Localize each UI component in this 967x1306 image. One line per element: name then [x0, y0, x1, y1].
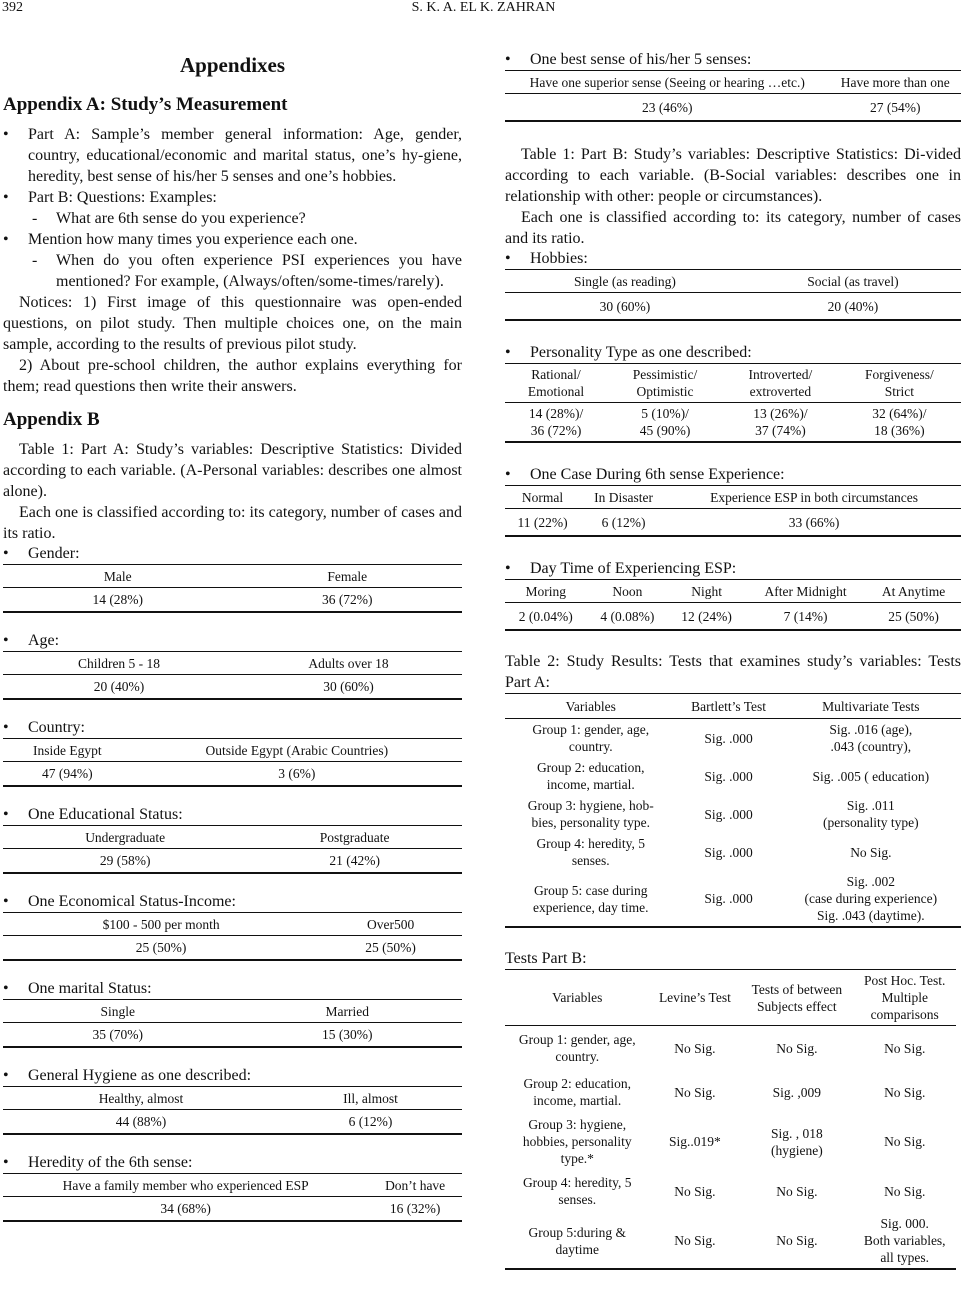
notice-paragraph: 2) About pre-school children, the author explains everything for them; read questions then write their answers. — [3, 357, 462, 395]
table-cell: Sig. ,009 — [772, 1084, 822, 1100]
table-cell: 25 (50%) — [866, 603, 961, 631]
table-cell: 3 (6%) — [132, 762, 462, 787]
variable-table — [3, 999, 462, 1048]
table-row — [505, 1169, 956, 1213]
descriptive-block — [3, 544, 462, 613]
table-header: After Midnight — [745, 580, 866, 603]
personality-label: • Personality Type as one described: — [505, 343, 961, 363]
table-header: Rational/ Emotional — [505, 364, 607, 403]
table-row — [505, 757, 961, 795]
tests-part-a-table — [505, 693, 961, 928]
table-cell: No Sig. — [776, 1040, 818, 1056]
table-cell: No Sig. — [884, 1084, 926, 1100]
table-cell: 2 (0.04%) — [505, 603, 587, 631]
descriptive-block — [3, 874, 462, 961]
table-cell: 47 (94%) — [3, 762, 132, 787]
table-row — [505, 833, 961, 871]
table-header: $100 - 500 per month — [3, 913, 319, 936]
table-cell: Group 1: gender, age, country. — [532, 722, 650, 754]
table-cell: 27 (54%) — [830, 94, 961, 122]
tests-part-b-caption: Tests Part B: — [505, 950, 587, 967]
page-number: 392 — [2, 0, 23, 15]
variable-table — [3, 738, 462, 787]
appendix-b-title: Appendix B — [3, 409, 100, 430]
table-cell: 6 (12%) — [279, 1110, 462, 1135]
table-row — [505, 1114, 956, 1169]
table-cell: No Sig. — [650, 1213, 741, 1269]
table-header: Over500 — [319, 913, 462, 936]
table-header: Children 5 - 18 — [3, 652, 235, 675]
table-cell: No Sig. — [884, 1134, 926, 1149]
variable-table — [3, 1086, 462, 1135]
table-header: Have more than one — [830, 71, 961, 94]
running-head — [0, 0, 967, 18]
table2-caption: Table 2: Study Results: Tests that examines study’s variables: Tests Part A: — [505, 653, 961, 691]
table-cell: Sig. , 018 (hygiene) — [770, 1125, 823, 1158]
variable-table — [3, 1173, 462, 1222]
descriptive-block — [3, 961, 462, 1048]
table-header: Undergraduate — [3, 826, 247, 849]
variable-table — [3, 825, 462, 874]
table-header: Don’t have — [368, 1174, 462, 1197]
table-header: Pessimistic/ Optimistic — [607, 364, 723, 403]
table-header: Night — [668, 580, 745, 603]
table-cell: No Sig. — [776, 1183, 818, 1199]
table-header: Single (as reading) — [505, 270, 745, 293]
table-cell: Sig. .000 — [704, 730, 753, 746]
table-cell: Group 3: hygiene, hobbies, personality type.* — [522, 1117, 632, 1166]
table-cell: 16 (32%) — [368, 1197, 462, 1222]
table-cell: Sig. .011 (personality type) — [823, 798, 919, 830]
table-header: Noon — [587, 580, 669, 603]
table-header: Married — [233, 1000, 463, 1023]
variable-table — [3, 564, 462, 613]
table-cell: Sig. .000 — [677, 871, 781, 927]
appendixes-title: Appendixes — [179, 53, 286, 77]
table-header: Ill, almost — [279, 1087, 462, 1110]
table-header: Normal — [505, 486, 580, 509]
table-cell: Group 4: heredity, 5 senses. — [522, 1175, 632, 1207]
table-cell: Sig. .000 — [704, 806, 753, 822]
descriptive-block — [3, 1135, 462, 1222]
variable-table — [3, 912, 462, 961]
table-header: Experience ESP in both circumstances — [667, 486, 961, 509]
variable-label: • One Educational Status: — [3, 805, 462, 825]
table-header: Multivariate Tests — [781, 694, 961, 719]
table-header: Outside Egypt (Arabic Countries) — [132, 739, 462, 762]
table-row — [505, 1070, 956, 1114]
table-cell: 25 (50%) — [3, 936, 319, 961]
table-header: Healthy, almost — [3, 1087, 279, 1110]
table-header: Adults over 18 — [235, 652, 462, 675]
table-cell: No Sig. — [884, 1040, 926, 1056]
table-header: Male — [3, 565, 233, 588]
table-header: In Disaster — [580, 486, 667, 509]
table-cell: 14 (28%)/ 36 (72%) — [505, 403, 607, 443]
table-cell: Group 1: gender, age, country. — [518, 1032, 636, 1064]
table-row — [505, 795, 961, 833]
running-title: S. K. A. EL K. ZAHRAN — [411, 0, 556, 15]
table-cell: 36 (72%) — [233, 588, 463, 613]
table-cell: 4 (0.08%) — [587, 603, 669, 631]
hobbies-table — [505, 269, 961, 321]
variable-table — [3, 651, 462, 700]
table-cell: Group 4: heredity, 5 senses. — [536, 836, 646, 868]
table-row — [505, 1213, 956, 1269]
best-sense-label: • One best sense of his/her 5 senses: — [505, 50, 961, 70]
table-cell: 5 (10%)/ 45 (90%) — [607, 403, 723, 443]
table-row — [505, 1026, 956, 1071]
table1-intro-2: Each one is classified according to: its category, number of cases and its ratio. — [3, 504, 462, 542]
table-cell: Sig. .002 (case during experience) Sig. .043 (daytime). — [781, 871, 961, 927]
table-header: Forgiveness/ Strict — [838, 364, 961, 403]
table-header: Levine’s Test — [650, 970, 741, 1026]
table-cell: 21 (42%) — [247, 849, 462, 874]
tests-part-b-table — [505, 969, 956, 1270]
table-cell: Sig. .000 — [704, 768, 753, 784]
personality-table — [505, 363, 961, 443]
table-header: Bartlett’s Test — [677, 694, 781, 719]
descriptive-block — [3, 613, 462, 700]
table-cell: 32 (64%)/ 18 (36%) — [838, 403, 961, 443]
table-cell: 35 (70%) — [3, 1023, 233, 1048]
table-cell: 15 (30%) — [233, 1023, 463, 1048]
table-cell: No Sig. — [674, 1084, 716, 1100]
table-cell: 34 (68%) — [3, 1197, 368, 1222]
table-header: Tests of between Subjects effect — [740, 970, 853, 1026]
table-cell: 29 (58%) — [3, 849, 247, 874]
table-cell: Group 2: education, income, martial. — [523, 1076, 632, 1108]
daytime-label: • Day Time of Experiencing ESP: — [505, 559, 961, 579]
table-cell: Sig. .000 — [704, 844, 753, 860]
table-row — [505, 871, 961, 927]
variable-label: • One Economical Status-Income: — [3, 892, 462, 912]
descriptive-block — [3, 787, 462, 874]
descriptive-block — [3, 1048, 462, 1135]
hobbies-label: • Hobbies: — [505, 249, 961, 269]
question-list-1 — [3, 208, 462, 229]
measurement-list — [3, 124, 462, 208]
table-cell: 25 (50%) — [319, 936, 462, 961]
table-header: Have a family member who experienced ESP — [3, 1174, 368, 1197]
descriptive-block — [3, 700, 462, 787]
case-table — [505, 485, 961, 537]
table-header: Female — [233, 565, 463, 588]
descriptive-tables-part-a — [3, 544, 462, 1222]
table-cell: 33 (66%) — [667, 509, 961, 537]
table-cell: 30 (60%) — [505, 293, 745, 321]
variable-label: • Heredity of the 6th sense: — [3, 1153, 462, 1173]
table-cell: 7 (14%) — [745, 603, 866, 631]
table-cell: No Sig. — [740, 1213, 853, 1269]
table-cell: 20 (40%) — [745, 293, 961, 321]
daytime-table — [505, 579, 961, 631]
mention-item: • Mention how many times you experience each one. — [3, 229, 462, 250]
table-cell: No Sig. — [674, 1040, 716, 1056]
table-header: Moring — [505, 580, 587, 603]
variable-label: • One marital Status: — [3, 979, 462, 999]
table-cell: 20 (40%) — [3, 675, 235, 700]
table-cell: Group 3: hygiene, hob- bies, personality type. — [527, 798, 654, 830]
table-cell: 12 (24%) — [668, 603, 745, 631]
variable-label: • Age: — [3, 631, 462, 651]
table-cell: No Sig. — [674, 1183, 716, 1199]
table-cell: No Sig. — [884, 1183, 926, 1199]
table-cell: 44 (88%) — [3, 1110, 279, 1135]
table-header: Postgraduate — [247, 826, 462, 849]
table-cell: 14 (28%) — [3, 588, 233, 613]
best-sense-table — [505, 70, 961, 122]
question-list-2 — [3, 250, 462, 292]
table-cell: Sig. .005 ( education) — [812, 768, 930, 784]
variable-label: • General Hygiene as one described: — [3, 1066, 462, 1086]
table1b-intro: Table 1: Part B: Study’s variables: Descriptive Statistics: Di-vided according to each variable. (B-Social variables: describes one in relationship with other: people or circumstances). — [505, 146, 961, 205]
table-header: Social (as travel) — [745, 270, 961, 293]
part-b-item: • Part B: Questions: Examples: — [3, 187, 462, 208]
question-item: - When do you often experience PSI experiences you have mentioned? For example, (Always/often/some-times/rarely). — [28, 250, 462, 292]
table-header: Introverted/ extroverted — [723, 364, 838, 403]
table-header: At Anytime — [866, 580, 961, 603]
table-cell: 6 (12%) — [580, 509, 667, 537]
table-cell: 11 (22%) — [505, 509, 580, 537]
table1-intro: Table 1: Part A: Study’s variables: Descriptive Statistics: Divided according to each variable. (A-Personal variables: describes one almost alone). — [3, 441, 462, 500]
question-item: - What are 6th sense do you experience? — [28, 208, 462, 229]
table-cell: Sig. .016 (age), .043 (country), — [829, 722, 913, 754]
table-header: Have one superior sense (Seeing or hearing …etc.) — [505, 71, 830, 94]
table-header: Variables — [505, 970, 650, 1026]
case-label: • One Case During 6th sense Experience: — [505, 465, 961, 485]
table-cell: Group 5:during & daytime — [505, 1213, 650, 1269]
variable-label: • Gender: — [3, 544, 462, 564]
mention-list — [3, 229, 462, 250]
table-header: Inside Egypt — [3, 739, 132, 762]
notice-paragraph: Notices: 1) First image of this questionnaire was open-ended questions, on pilot study. Then multiple choices one, on the main sample, according to the results of previous pilot study. — [3, 294, 462, 353]
table-cell: Sig..019* — [669, 1134, 721, 1149]
part-a-item: • Part A: Sample’s member general information: Age, gender, country, educational/economic and marital status, one’s hy-giene, heredity, best sense of his/her 5 senses and one’s hobbies. — [3, 124, 462, 187]
table-header: Variables — [505, 694, 677, 719]
left-column — [3, 48, 462, 1222]
table-header: Post Hoc. Test. Multiple comparisons — [853, 970, 956, 1026]
table-cell: Sig. 000. Both variables, all types. — [853, 1213, 956, 1269]
table-cell: No Sig. — [850, 844, 892, 860]
appendix-a-title: Appendix A: Study’s Measurement — [3, 94, 288, 115]
variable-label: • Country: — [3, 718, 462, 738]
table-cell: Group 5: case during experience, day time. — [505, 871, 677, 927]
right-column — [505, 50, 961, 1270]
table-header: Single — [3, 1000, 233, 1023]
table-cell: Group 2: education, income, martial. — [536, 760, 645, 792]
table-row — [505, 719, 961, 758]
table-cell: 13 (26%)/ 37 (74%) — [723, 403, 838, 443]
table-cell: 23 (46%) — [505, 94, 830, 122]
table1b-intro-2: Each one is classified according to: its category, number of cases and its ratio. — [505, 209, 961, 247]
table-cell: 30 (60%) — [235, 675, 462, 700]
